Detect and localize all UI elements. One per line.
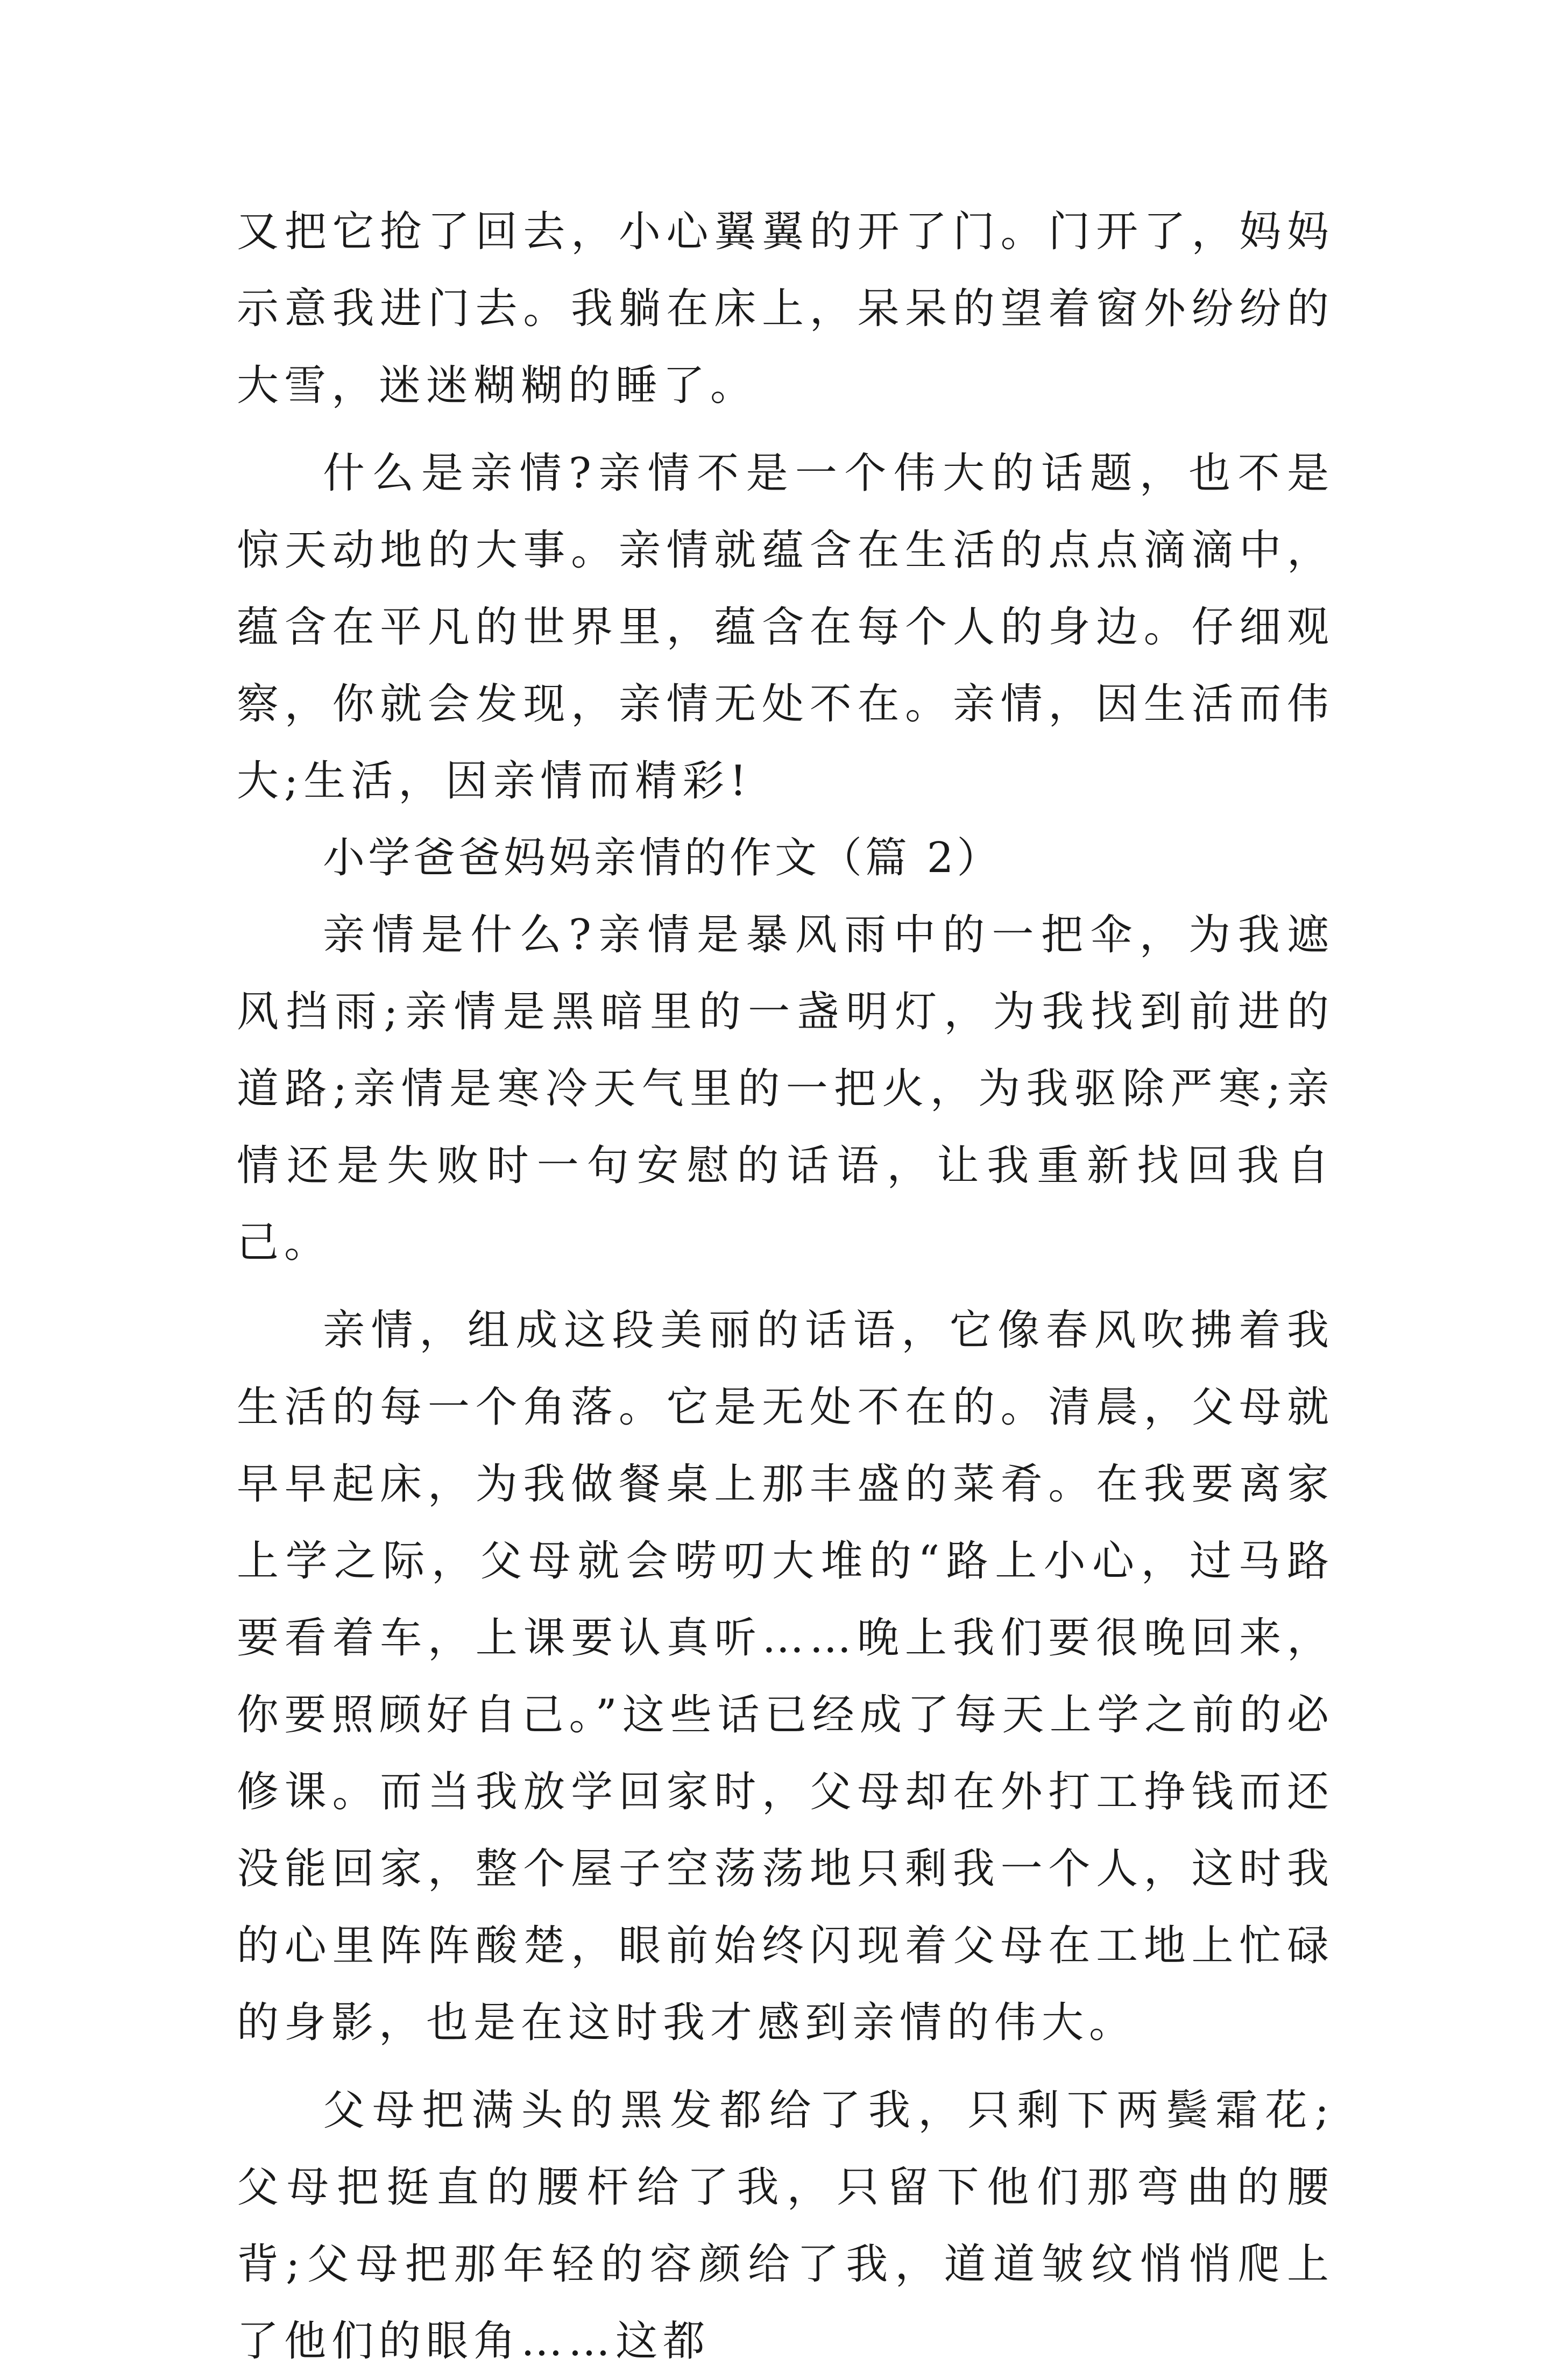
paragraph-continued: 又把它抢了回去，小心翼翼的开了门。门开了，妈妈示意我进门去。我躺在床上，呆呆的望着窗外纷纷的大雪，迷迷糊糊的睡了。 [237, 208, 1334, 410]
paragraph-what-is-family-love: 什么是亲情?亲情不是一个伟大的话题，也不是惊天动地的大事。亲情就蕴含在生活的点点滴滴中，蕴含在平凡的世界里，蕴含在每个人的身边。仔细观察，你就会发现，亲情无处不在。亲情，因生活而伟大;生活，因亲情而精彩! [237, 449, 1334, 805]
paragraph-family-love-metaphors: 亲情是什么?亲情是暴风雨中的一把伞，为我遮风挡雨;亲情是黑暗里的一盏明灯，为我找到前进的道路;亲情是寒冷天气里的一把火，为我驱除严寒;亲情还是失败时一句安慰的话语，让我重新找回我自己。 [237, 911, 1334, 1267]
paragraph-parents-sacrifice: 父母把满头的黑发都给了我，只剩下两鬓霜花;父母把挺直的腰杆给了我，只留下他们那弯曲的腰背;父母把那年轻的容颜给了我，道道皱纹悄悄爬上了他们的眼角……这都 [237, 2086, 1334, 2365]
essay-section-heading: 小学爸爸妈妈亲情的作文（篇 2） [323, 834, 1002, 882]
document-body [237, 194, 1334, 2380]
paragraph-parents-daily-care: 亲情，组成这段美丽的话语，它像春风吹拂着我生活的每一个角落。它是无处不在的。清晨，父母就早早起床，为我做餐桌上那丰盛的菜肴。在我要离家上学之际，父母就会唠叨大堆的“路上小心，过马路要看着车，上课要认真听……晚上我们要很晚回来，你要照顾好自己。”这些话已经成了每天上学之前的必修课。而当我放学回家时，父母却在外打工挣钱而还没能回家，整个屋子空荡荡地只剩我一个人，这时我的心里阵阵酸楚，眼前始终闪现着父母在工地上忙碌的身影，也是在这时我才感到亲情的伟大。 [237, 1306, 1334, 2047]
